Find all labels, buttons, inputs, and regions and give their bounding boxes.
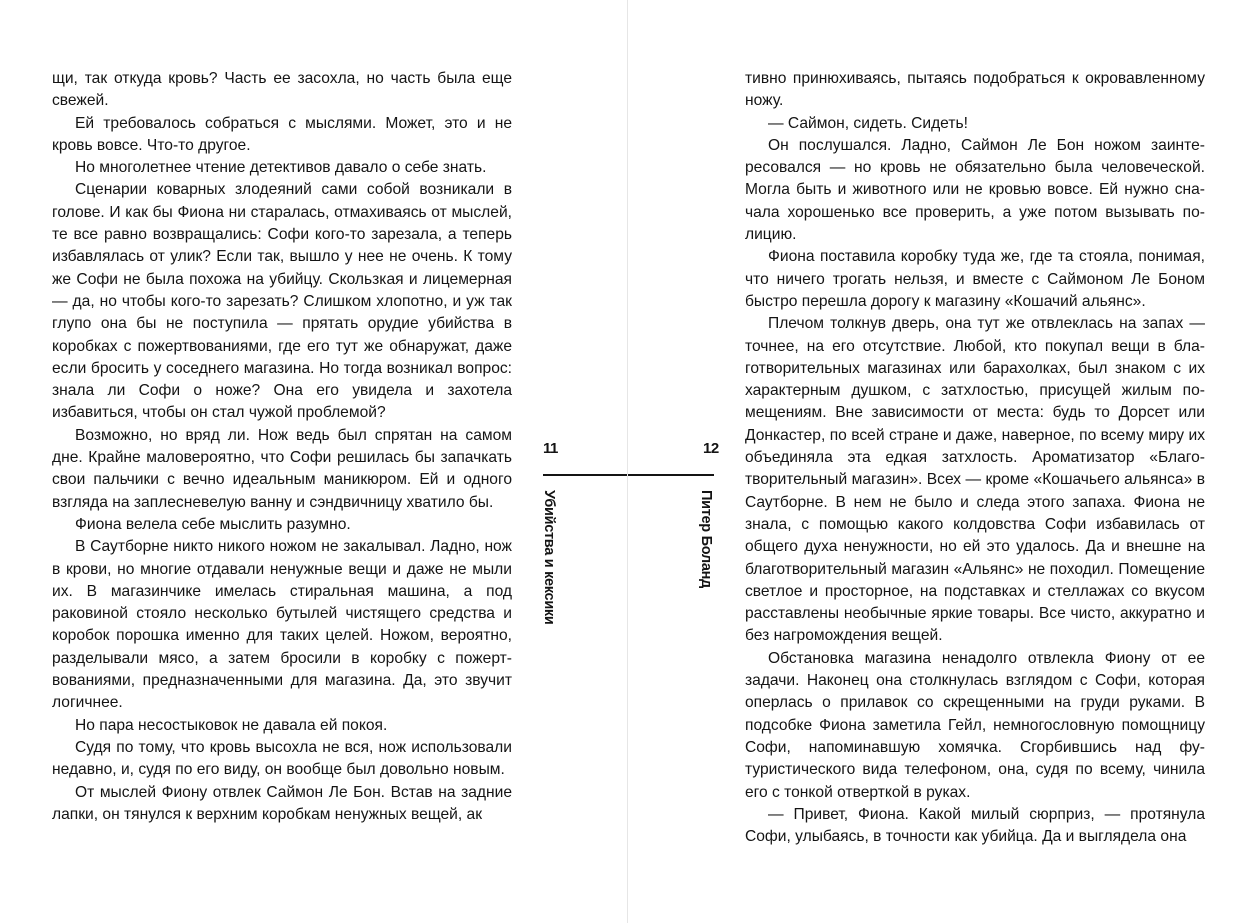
- paragraph: Обстановка магазина ненадолго отвлекла Фиону от ее задачи. Наконец она столкнулась взглядом с Софи, которая оперлась о прилавок со скрещенными на груди руками. В подсобке Фиона заметила Гейл, немногословную помощницу Софи, напоминавшую хомячка. Сгорбившись над футуристического вида телефоном, она, судя по всему, чинила его с тонкой отверткой в руках.: [745, 649, 1205, 801]
- left-page-rule: [543, 474, 628, 476]
- paragraph: Фиона велела себе мыслить разумно.: [75, 515, 351, 533]
- paragraph: — Саймон, сидеть. Сидеть!: [768, 114, 968, 132]
- paragraph: Возможно, но вряд ли. Нож ведь был спрятан на самом дне. Крайне маловероятно, что Софи решилась бы запачкать свои пальчики с вечно идеальным маникюром. Ей и одного взгляда на заплесневелую ванну и сэндвичницу хватило бы.: [52, 426, 512, 511]
- paragraph: — Привет, Фиона. Какой милый сюрприз, — протянула Софи, улыбаясь, в точности как убийца. Да и выглядела она: [745, 805, 1205, 846]
- paragraph: Судя по тому, что кровь высохла не вся, нож использовали недавно, и, судя по его виду, он вообще был довольно новым.: [52, 738, 512, 779]
- right-page-rule: [628, 474, 714, 476]
- right-page-body: [745, 68, 1205, 848]
- left-running-head: Убийства и кексики: [541, 490, 557, 625]
- right-page: [628, 0, 1252, 923]
- paragraph: Но пара несостыковок не давала ей покоя.: [75, 716, 388, 734]
- paragraph: От мыслей Фиону отвлек Саймон Ле Бон. Встав на задние лапки, он тянулся к верхним коробкам ненужных вещей, ак: [52, 783, 512, 823]
- paragraph: Но многолетнее чтение детективов давало о себе знать.: [75, 159, 487, 177]
- paragraph: В Саутборне никто никого ножом не закалывал. Ладно, нож в крови, но многие отдавали ненужные вещи и даже не мыли их. В магазинчике имелась стиральная машина, а под раковиной стояло несколько бутылей чистящего средства и коробок порошка именно для таких целей. Ножом, вероятно, разделывали мясо, а затем бросили в коробку с пожертвованиями, предназначенными для магазина. Да, это звучит логичнее.: [52, 538, 512, 712]
- paragraph: щи, так откуда кровь? Часть ее засохла, но часть была еще свежей.: [52, 70, 512, 110]
- paragraph: Фиона поставила коробку туда же, где та стояла, понимая, что ничего трогать нельзя, и вместе с Саймоном Ле Боном быстро перешла дорогу к магазину «Кошачий альянс».: [745, 248, 1205, 310]
- paragraph: Он послушался. Ладно, Саймон Ле Бон ножом заинтересовался — но кровь не обязательно была человеческой. Могла быть и животного или не кровью вовсе. Ей нужно сначала хорошенько все проверить, а уже потом вызывать полицию.: [745, 136, 1205, 244]
- right-running-head: Питер Боланд: [698, 490, 714, 588]
- paragraph: тивно принюхиваясь, пытаясь подобраться к окровавленному ножу.: [745, 70, 1205, 110]
- right-page-number: 12: [703, 440, 719, 457]
- paragraph: Ей требовалось собраться с мыслями. Может, это и не кровь вовсе. Что-то другое.: [52, 114, 512, 154]
- paragraph: Сценарии коварных злодеяний сами собой возникали в голове. И как бы Фиона ни старалась, отмахиваясь от мыслей, те все равно возвращались: Софи кого-то зарезала, а теперь избавлялась от улик? Если так, вышло у нее не очень. К тому же Софи не была похожа на убийцу. Скользкая и лицемерная — да, но чтобы кого-то зарезать? Слишком хлопотно, и уж так глупо она бы не поступила — прятать орудие убийства в коробках с пожертвованиями, где его тут же обнаружат, даже если бросить у соседнего магазина. Но тогда возникал вопрос: знала ли Софи о ноже? Она его увидела и захотела избавиться, чтобы он стал чужой проблемой?: [52, 181, 512, 422]
- paragraph: Плечом толкнув дверь, она тут же отвлеклась на запах — точнее, на его отсутствие. Любой, кто покупал вещи в благотворительных магазинах или барахолках, был знаком с их характерным душком, с затхлостью, присущей жилым помещениям. Вне зависимости от места: будь то Дорсет или Донкастер, по всей стране и даже, наверное, по всему миру их объединяла эта едкая затхлость. Ароматизатор «Благотворительный магазин». Всех — кроме «Кошачьего альянса» в Саутборне. В нем не было и следа этого запаха. Фиона не знала, с помощью какого колдовства Софи избавилась от общего духа ненужности, но ей это удалось. Да и внешне на благотворительный магазин «Альянс» не походил. Помещение светлое и просторное, на подставках и стеллажах со вкусом расставлены необычные яркие товары. Все чисто, аккуратно и без нагромождения вещей.: [745, 315, 1205, 645]
- left-page-number: 11: [543, 440, 558, 457]
- left-page-body: [52, 68, 512, 826]
